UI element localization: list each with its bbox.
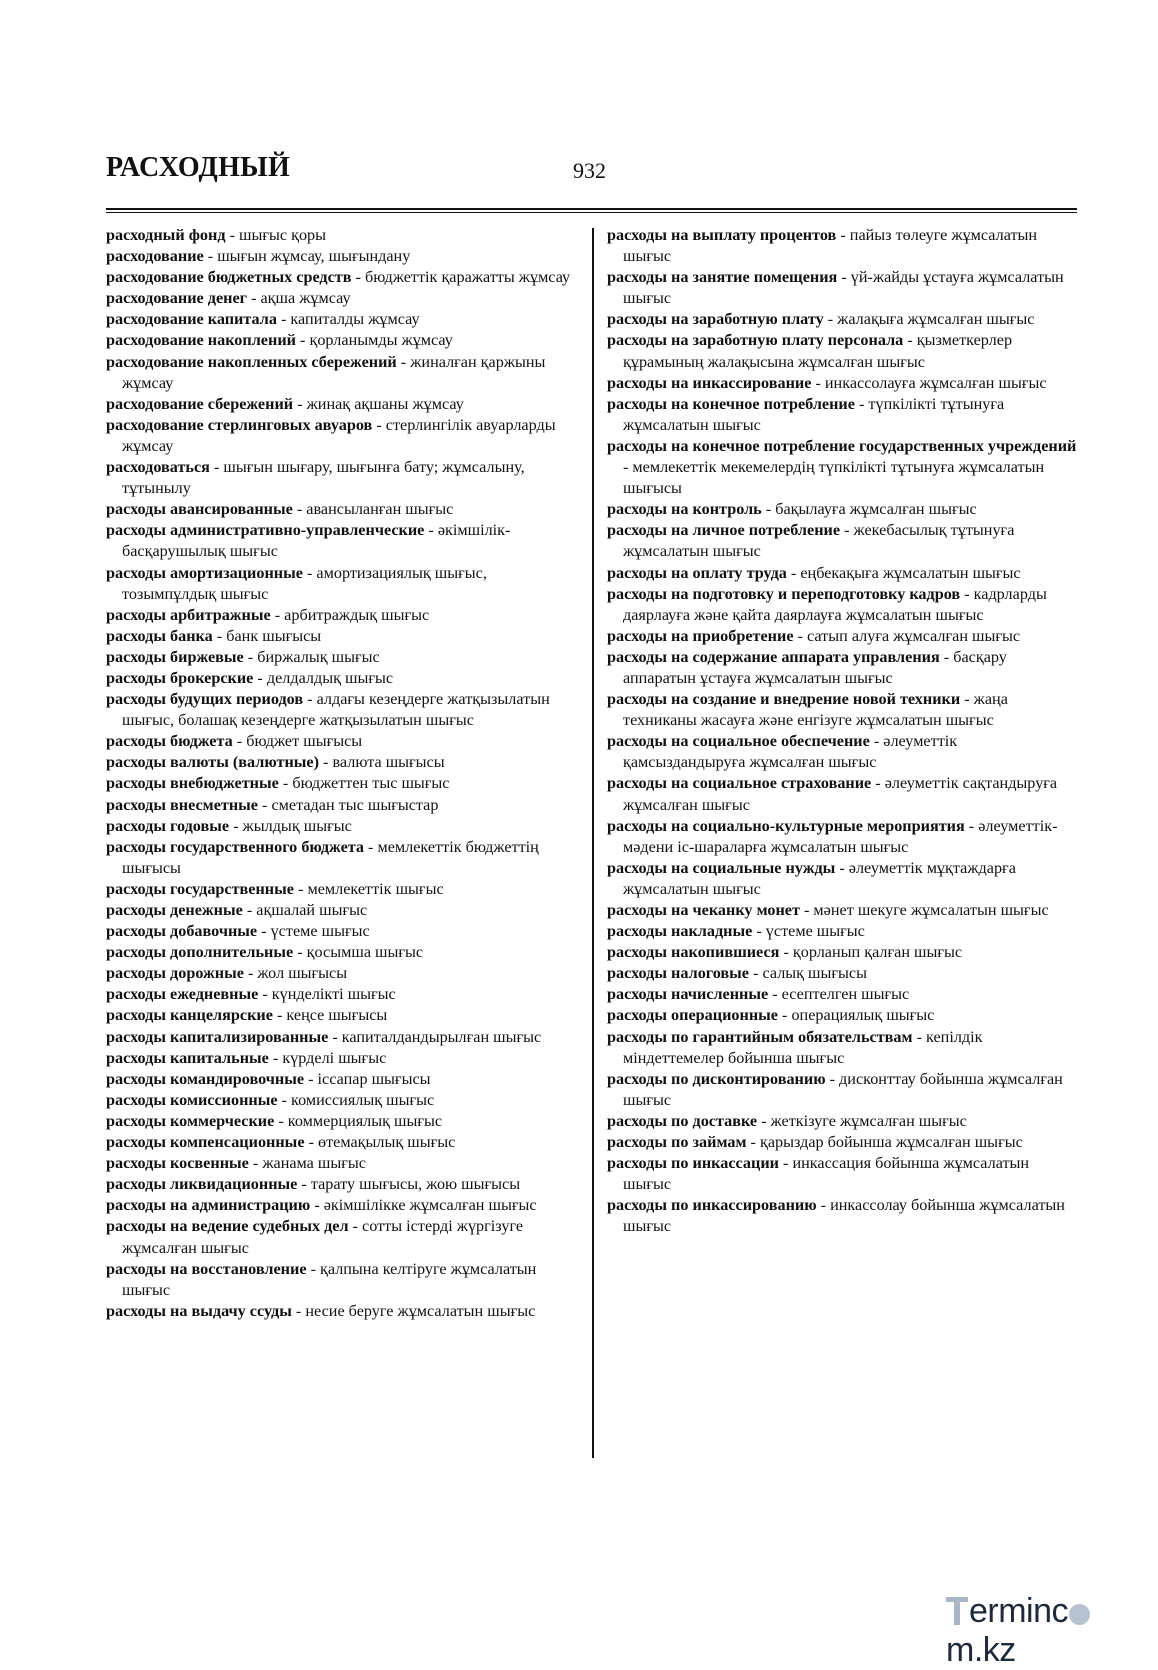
entry-definition: - кадрларды даярлауға және қайта даярлауға жұмсалатын шығыс — [623, 584, 1047, 624]
entry-definition: - капиталдандырылған шығыс — [328, 1027, 542, 1046]
dictionary-entry — [106, 1216, 576, 1258]
dictionary-entry — [106, 394, 576, 415]
entry-definition: - биржалық шығыс — [243, 647, 380, 666]
entry-definition: - кеңсе шығысы — [272, 1006, 388, 1025]
entry-term: расходы косвенные — [106, 1154, 249, 1173]
entry-term: расходы государственные — [106, 879, 294, 898]
dictionary-entry — [106, 1048, 576, 1069]
entry-definition: - инкассолауға жұмсалған шығыс — [811, 373, 1047, 392]
header-rule-thin — [106, 212, 1077, 213]
entry-definition: - өтемақылық шығыс — [304, 1133, 456, 1152]
entry-term: расходы внебюджетные — [106, 774, 279, 793]
entry-definition: - ақша жұмсау — [247, 289, 351, 308]
entry-definition: - шығыс қоры — [225, 226, 327, 244]
entry-definition: - жанама шығыс — [248, 1154, 366, 1173]
entry-definition: - инкассация бойынша жұмсалатын шығыс — [623, 1154, 1030, 1194]
entry-definition: - сметадан тыс шығыстар — [258, 795, 439, 814]
right-column — [607, 225, 1077, 1238]
dictionary-entry — [607, 1111, 1077, 1132]
entry-definition: - бюджет шығысы — [232, 732, 363, 751]
dictionary-entry — [607, 373, 1077, 394]
dictionary-entry — [106, 626, 576, 647]
termincom-watermark: ermincm.kz — [946, 1592, 1158, 1670]
dictionary-entry — [106, 267, 576, 288]
entry-term: расходы внесметные — [106, 795, 258, 814]
entry-term: расходование бюджетных средств — [106, 268, 352, 287]
dictionary-entry — [106, 246, 576, 267]
entry-definition: - үй-жайды ұстауға жұмсалатын шығыс — [623, 268, 1064, 308]
entry-definition: - есептелген шығыс — [768, 985, 910, 1004]
entry-term: расходы на администрацию — [106, 1196, 311, 1215]
entry-definition: - сатып алуға жұмсалған шығыс — [793, 626, 1021, 645]
entry-term: расходы ежедневные — [106, 985, 259, 1004]
dictionary-entry — [607, 942, 1077, 963]
dictionary-entry — [106, 921, 576, 942]
dictionary-entry — [106, 309, 576, 330]
entry-term: расходы по инкассированию — [607, 1196, 817, 1215]
dictionary-entry — [106, 689, 576, 731]
entry-term: расходы операционные — [607, 1006, 778, 1025]
entry-definition: - үстеме шығыс — [257, 922, 370, 941]
dictionary-entry — [607, 330, 1077, 372]
dictionary-entry — [106, 984, 576, 1005]
dictionary-entry — [607, 436, 1077, 499]
entry-term: расходы на выдачу ссуды — [106, 1301, 292, 1320]
entry-term: расходы по доставке — [607, 1111, 758, 1130]
entry-definition: - қосымша шығыс — [293, 943, 424, 962]
entry-term: расходы дополнительные — [106, 943, 294, 962]
entry-term: расходование сбережений — [106, 394, 294, 413]
entry-term: расходы канцелярские — [106, 1006, 273, 1025]
dictionary-entry — [106, 647, 576, 668]
entry-definition: - үстеме шығыс — [752, 922, 865, 941]
entry-definition: - валюта шығысы — [319, 753, 445, 772]
entry-term: расходование — [106, 247, 204, 266]
dictionary-entry — [106, 225, 576, 246]
dictionary-entry — [607, 394, 1077, 436]
dictionary-entry — [106, 499, 576, 520]
entry-term: расходы на личное потребление — [607, 521, 841, 540]
entry-term: расходы коммерческие — [106, 1111, 275, 1130]
entry-term: расходы на заработную плату — [607, 310, 824, 329]
dictionary-entry — [607, 267, 1077, 309]
entry-definition: - жеткізуге жұмсалған шығыс — [757, 1111, 967, 1130]
page-title: РАСХОДНЫЙ — [106, 152, 291, 183]
entry-term: расходы комиссионные — [106, 1090, 278, 1109]
dictionary-entry — [106, 1174, 576, 1195]
entry-term: расходы амортизационные — [106, 563, 303, 582]
entry-definition: - іссапар шығысы — [304, 1069, 431, 1088]
dictionary-entry — [607, 563, 1077, 584]
entry-definition: - стерлингілік авуарларды жұмсау — [122, 415, 556, 455]
entry-term: расходы на конечное потребление государственных учреждений — [607, 436, 1077, 455]
entry-term: расходы на социальное страхование — [607, 774, 872, 793]
dictionary-entry — [106, 668, 576, 689]
entry-definition: - операциялық шығыс — [777, 1006, 935, 1025]
entry-term: расходы на восстановление — [106, 1259, 307, 1278]
entry-term: расходование денег — [106, 289, 248, 308]
entry-term: расходы на социально-культурные мероприятия — [607, 816, 965, 835]
entry-definition: - шығын шығару, шығынға бату; жұмсалыну, тұтынылу — [122, 458, 525, 498]
entry-term: расходы на содержание аппарата управления — [607, 647, 940, 666]
entry-definition: - кепілдік міндеттемелер бойынша шығыс — [623, 1027, 983, 1067]
entry-term: расходы по гарантийным обязательствам — [607, 1027, 913, 1046]
entry-definition: - түпкілікті тұтынуға жұмсалатын шығыс — [623, 394, 1005, 434]
entry-term: расходы на социальные нужды — [607, 858, 836, 877]
dictionary-entry — [106, 352, 576, 394]
entry-definition: - салық шығысы — [749, 964, 867, 983]
entry-definition: - дисконттау бойынша жұмсалған шығыс — [623, 1069, 1063, 1109]
entry-term: расходы командировочные — [106, 1069, 305, 1088]
entry-term: расходы по займам — [607, 1133, 747, 1152]
entry-term: расходы на заработную плату персонала — [607, 331, 904, 350]
entry-term: расходование накопленных сбережений — [106, 352, 397, 371]
dictionary-entry — [106, 1111, 576, 1132]
entry-definition: - бюджеттік қаражатты жұмсау — [351, 268, 571, 287]
entry-definition: - еңбекақыға жұмсалатын шығыс — [786, 563, 1021, 582]
dictionary-entry — [607, 584, 1077, 626]
dictionary-entry — [106, 773, 576, 794]
entry-term: расходы на контроль — [607, 500, 762, 519]
entry-term: расходы на оплату труда — [607, 563, 787, 582]
entry-definition: - жылдық шығыс — [229, 816, 352, 835]
entry-definition: - жекебасылық тұтынуға жұмсалатын шығыс — [623, 521, 1015, 561]
dictionary-entry — [607, 647, 1077, 689]
entry-term: расходы на конечное потребление — [607, 394, 855, 413]
entry-term: расходы накладные — [607, 922, 753, 941]
dictionary-entry — [106, 1090, 576, 1111]
column-divider — [592, 228, 594, 1458]
entry-term: расходы капитальные — [106, 1048, 269, 1067]
entry-term: расходы на социальное обеспечение — [607, 732, 870, 751]
dictionary-entry — [607, 773, 1077, 815]
dictionary-entry — [106, 1069, 576, 1090]
left-column — [106, 225, 576, 1322]
entry-definition: - жинақ ақшаны жұмсау — [293, 394, 464, 413]
entry-definition: - алдағы кезеңдерге жатқызылатын шығыс, болашақ кезеңдерге жатқызылатын шығыс — [122, 690, 550, 730]
entry-term: расходы по инкассации — [607, 1154, 779, 1173]
entry-term: расходный фонд — [106, 226, 226, 244]
dictionary-entry — [106, 879, 576, 900]
entry-term: расходы на создание и внедрение новой техники — [607, 690, 961, 709]
dictionary-entry — [607, 816, 1077, 858]
dictionary-entry — [607, 858, 1077, 900]
entry-term: расходы на инкассирование — [607, 373, 812, 392]
dictionary-entry — [106, 1027, 576, 1048]
entry-definition: - жаңа техниканы жасауға және енгізуге жұмсалатын шығыс — [623, 690, 1008, 730]
entry-definition: - қорланып қалған шығыс — [779, 943, 963, 962]
dictionary-entry — [106, 1301, 576, 1322]
entry-definition: - әкімшілік-басқарушылық шығыс — [122, 521, 511, 561]
entry-term: расходы на подготовку и переподготовку кадров — [607, 584, 961, 603]
entry-term: расходы на чеканку монет — [607, 901, 800, 919]
dictionary-entry — [106, 942, 576, 963]
entry-term: расходы валюты (валютные) — [106, 753, 319, 772]
dictionary-entry — [607, 689, 1077, 731]
entry-definition: - капиталды жұмсау — [276, 310, 420, 329]
entry-definition: - ақшалай шығыс — [242, 901, 368, 919]
entry-term: расходы на ведение судебных дел — [106, 1217, 349, 1236]
dictionary-entry — [607, 520, 1077, 562]
entry-definition: - әлеуметтік мұқтаждарға жұмсалатын шығыс — [623, 858, 1016, 898]
dictionary-entry — [607, 1005, 1077, 1026]
dictionary-entry — [106, 563, 576, 605]
entry-definition: - пайыз төлеуге жұмсалатын шығыс — [623, 226, 1038, 266]
dictionary-entry — [106, 752, 576, 773]
dictionary-entry — [607, 731, 1077, 773]
entry-definition: - мемлекеттік мекемелердің түпкілікті тұтынуға жұмсалатын шығысы — [623, 458, 1045, 498]
entry-definition: - мәнет шекуге жұмсалатын шығыс — [799, 901, 1049, 919]
dictionary-entry — [106, 288, 576, 309]
dictionary-entry — [607, 225, 1077, 267]
dictionary-entry — [106, 1132, 576, 1153]
dictionary-entry — [607, 1069, 1077, 1111]
dictionary-entry — [106, 837, 576, 879]
entry-term: расходы по дисконтированию — [607, 1069, 826, 1088]
dictionary-entry — [106, 457, 576, 499]
entry-definition: - коммерциялық шығыс — [274, 1111, 443, 1130]
entry-term: расходы добавочные — [106, 922, 258, 941]
entry-definition: - жалақыға жұмсалған шығыс — [823, 310, 1035, 329]
o-dot-icon — [1069, 1604, 1090, 1625]
entry-definition: - мемлекеттік шығыс — [293, 879, 444, 898]
entry-definition: - жол шығысы — [243, 964, 348, 983]
dictionary-entry — [607, 1132, 1077, 1153]
entry-definition: - комиссиялық шығыс — [277, 1090, 435, 1109]
entry-term: расходы на приобретение — [607, 626, 794, 645]
entry-definition: - сотты істерді жүргізуге жұмсалған шығыс — [122, 1217, 524, 1257]
entry-definition: - шығын жұмсау, шығындану — [203, 247, 411, 266]
entry-definition: - әлеуметтік-мәдени іс-шараларға жұмсалатын шығыс — [623, 816, 1058, 856]
entry-term: расходы государственного бюджета — [106, 837, 364, 856]
entry-definition: - басқару аппаратын ұстауға жұмсалатын шығыс — [623, 647, 1007, 687]
entry-term: расходоваться — [106, 458, 210, 477]
dictionary-entry — [106, 795, 576, 816]
t-logo-icon — [946, 1597, 968, 1625]
entry-term: расходы административно-управленческие — [106, 521, 425, 540]
dictionary-entry — [106, 816, 576, 837]
dictionary-entry — [106, 1153, 576, 1174]
entry-term: расходы ликвидационные — [106, 1175, 298, 1194]
dictionary-entry — [106, 605, 576, 626]
entry-term: расходы годовые — [106, 816, 230, 835]
entry-term: расходы на выплату процентов — [607, 226, 837, 244]
entry-term: расходы налоговые — [607, 964, 749, 983]
entry-definition: - делдалдық шығыс — [253, 668, 394, 687]
dictionary-entry — [607, 309, 1077, 330]
dictionary-entry — [607, 1027, 1077, 1069]
entry-term: расходы начисленные — [607, 985, 769, 1004]
entry-definition: - банк шығысы — [212, 626, 322, 645]
entry-definition: - күрделі шығыс — [268, 1048, 387, 1067]
entry-definition: - мемлекеттік бюджеттің шығысы — [122, 837, 539, 877]
entry-definition: - амортизациялық шығыс, тозымпұлдық шығыс — [122, 563, 487, 603]
dictionary-entry — [607, 499, 1077, 520]
entry-term: расходы будущих периодов — [106, 690, 304, 709]
dictionary-entry — [106, 1005, 576, 1026]
dictionary-entry — [106, 963, 576, 984]
dictionary-entry — [607, 963, 1077, 984]
entry-definition: - қорланымды жұмсау — [295, 331, 453, 350]
entry-definition: - несие беруге жұмсалатын шығыс — [291, 1301, 536, 1320]
dictionary-entry — [607, 626, 1077, 647]
dictionary-entry — [106, 731, 576, 752]
entry-definition: - әлеуметтік сақтандыруға жұмсалған шығыс — [623, 774, 1058, 814]
entry-term: расходы капитализированные — [106, 1027, 329, 1046]
dictionary-entry — [106, 415, 576, 457]
entry-term: расходы авансированные — [106, 500, 293, 519]
dictionary-entry — [106, 1259, 576, 1301]
entry-definition: - әкімшілікке жұмсалған шығыс — [310, 1196, 537, 1215]
entry-term: расходы бюджета — [106, 732, 233, 751]
entry-definition: - жиналған қаржыны жұмсау — [122, 352, 546, 392]
entry-term: расходы банка — [106, 626, 213, 645]
entry-term: расходы компенсационные — [106, 1133, 305, 1152]
entry-definition: - қалпына келтіруге жұмсалатын шығыс — [122, 1259, 537, 1299]
entry-definition: - арбитраждық шығыс — [270, 605, 430, 624]
entry-definition: - авансыланған шығыс — [292, 500, 454, 519]
dictionary-entry — [106, 1195, 576, 1216]
dictionary-entry — [106, 520, 576, 562]
entry-definition: - әлеуметтік қамсыздандыруға жұмсалған шығыс — [623, 732, 958, 772]
entry-term: расходование накоплений — [106, 331, 296, 350]
entry-definition: - қызметкерлер құрамының жалақысына жұмсалған шығыс — [623, 331, 1013, 371]
entry-term: расходование стерлинговых авуаров — [106, 415, 373, 434]
entry-term: расходы на занятие помещения — [607, 268, 838, 287]
entry-term: расходы денежные — [106, 901, 243, 919]
entry-term: расходы биржевые — [106, 647, 244, 666]
header-rule — [106, 208, 1077, 210]
entry-definition: - бақылауға жұмсалған шығыс — [761, 500, 977, 519]
entry-term: расходы дорожные — [106, 964, 244, 983]
entry-definition: - тарату шығысы, жою шығысы — [297, 1175, 521, 1194]
entry-definition: - қарыздар бойынша жұмсалған шығыс — [746, 1133, 1023, 1152]
dictionary-entry — [607, 1195, 1077, 1237]
entry-term: расходы арбитражные — [106, 605, 271, 624]
dictionary-entry — [607, 900, 1077, 921]
dictionary-entry — [607, 984, 1077, 1005]
entry-definition: - бюджеттен тыс шығыс — [278, 774, 450, 793]
dictionary-entry — [607, 1153, 1077, 1195]
dictionary-entry — [607, 921, 1077, 942]
dictionary-entry — [106, 900, 576, 921]
entry-term: расходы накопившиеся — [607, 943, 780, 962]
entry-definition: - инкассолау бойынша жұмсалатын шығыс — [623, 1196, 1065, 1236]
entry-term: расходы брокерские — [106, 668, 254, 687]
entry-definition: - күнделікті шығыс — [258, 985, 396, 1004]
entry-term: расходование капитала — [106, 310, 277, 329]
page-number: 932 — [573, 158, 606, 183]
dictionary-entry — [106, 330, 576, 351]
